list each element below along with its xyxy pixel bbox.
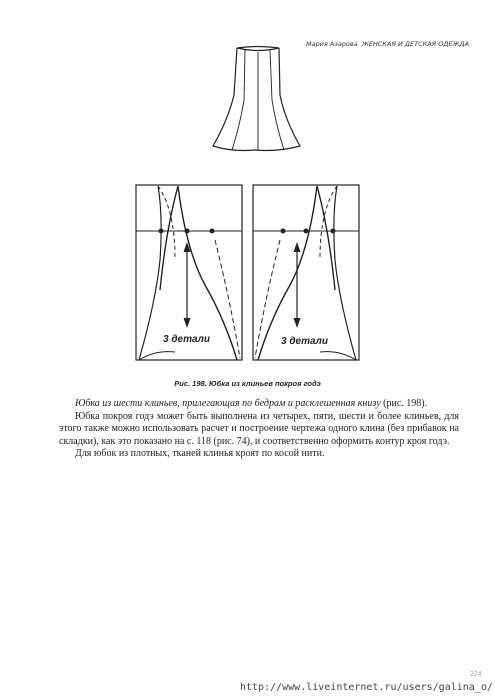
left-piece-label: 3 детали — [163, 334, 210, 345]
paragraph-2: Юбка покроя годэ может быть выполнена из четырех, пяти, шести и более клиньев, для этого также можно использовать расчет и построение чертежа одного клина (без прибавок на складки), как это показано на с. 118 (рис. 74), и соответственно оформить контур кроя годэ. — [59, 410, 459, 447]
right-pattern — [253, 185, 359, 360]
paragraph-1 — [59, 398, 459, 411]
page-number: 224 — [470, 671, 482, 678]
figure-caption: Рис. 198. Юбка из клиньев покроя годэ — [174, 379, 321, 388]
paragraph-3: Для юбок из плотных, тканей клинья кроят по косой нити. — [75, 448, 325, 459]
watermark-url: http://www.liveinternet.ru/users/galina_o/ — [240, 682, 493, 693]
right-piece-label: 3 детали — [281, 336, 328, 347]
paragraph-1-italic: Юбка из шести клиньев, прилегающая по бедрам и расклешенная книзу — [75, 398, 381, 409]
skirt-sketch — [213, 47, 300, 151]
paragraph-1-rest: (рис. 198). — [380, 398, 428, 409]
header-title: ЖЕНСКАЯ И ДЕТСКАЯ ОДЕЖДА — [361, 40, 470, 48]
header-author: Мария Азарова — [306, 40, 358, 48]
body-text — [59, 398, 459, 461]
